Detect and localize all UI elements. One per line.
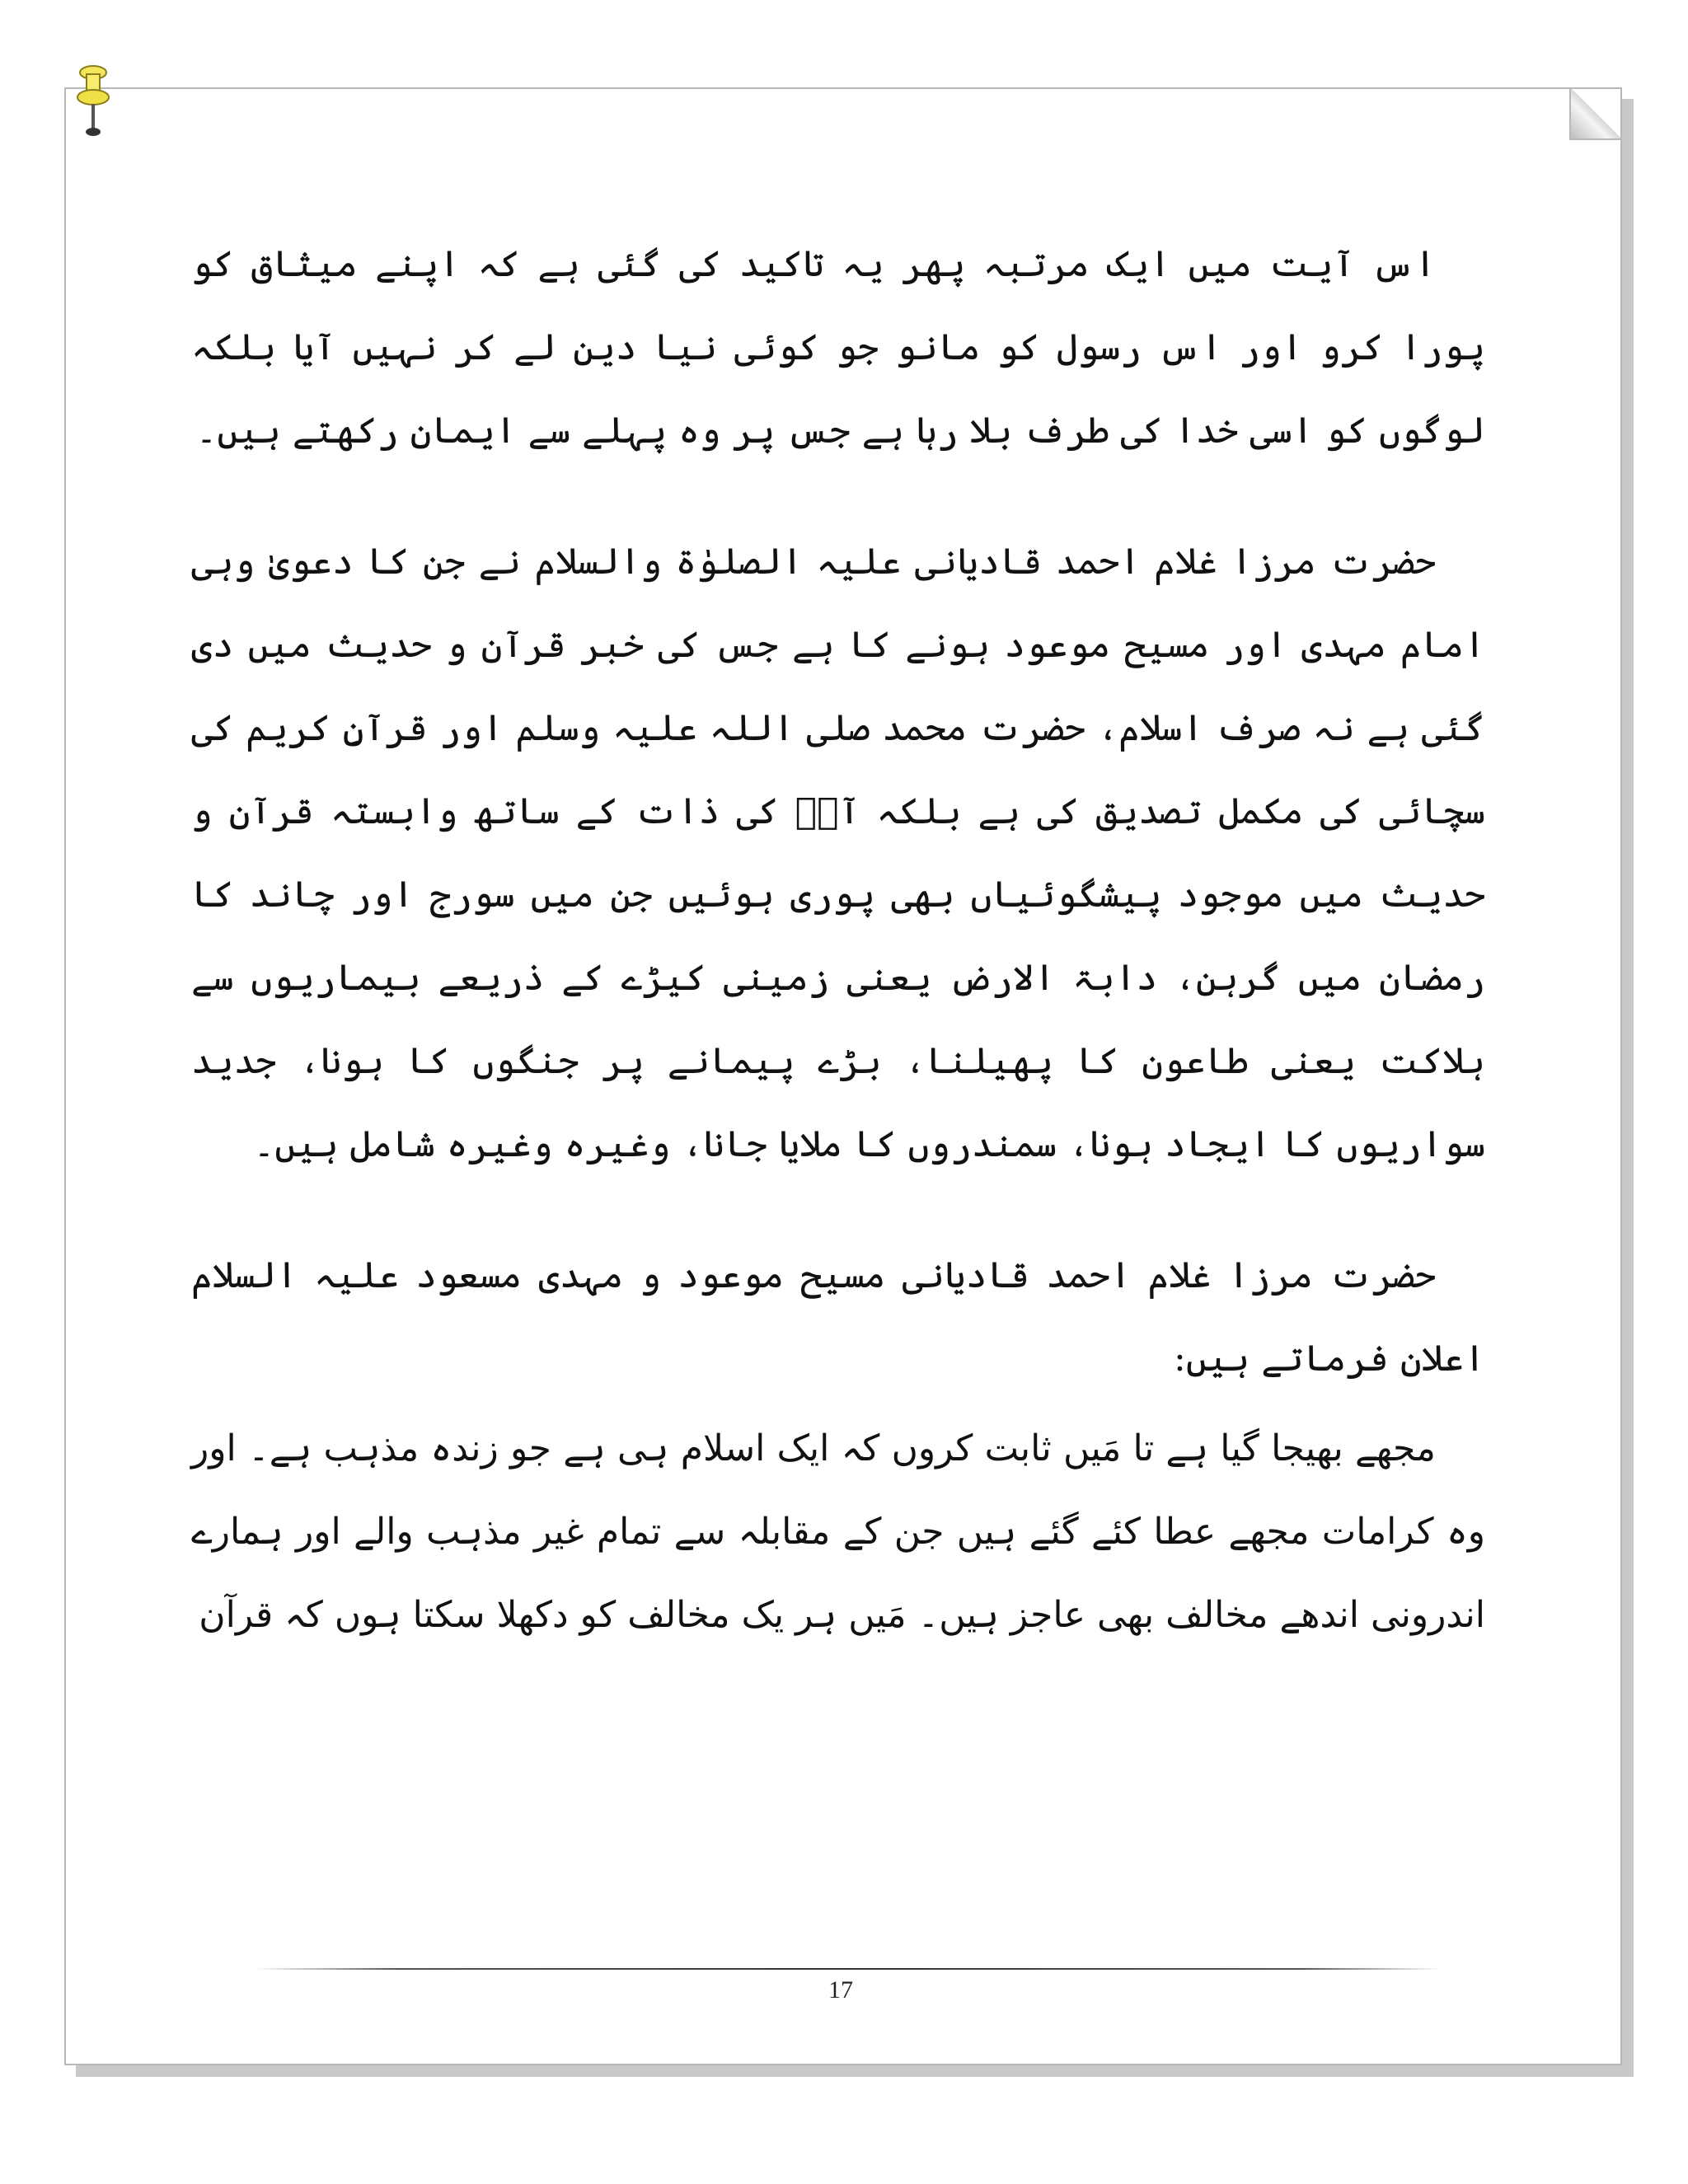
push-pin-icon <box>77 64 110 143</box>
paragraph-1: اس آیت میں ایک مرتبہ پھر یہ تاکید کی گئی ہے کہ اپنے میثاق کو پورا کرو اور اس رسول کو مانو جو کوئی نیا دین لے کر نہیں آیا بلکہ لوگوں کو اسی خدا کی طرف بلا رہا ہے جس پر وہ پہلے سے ایمان رکھتے ہیں۔ <box>191 243 1485 452</box>
paragraph-2: حضرت مرزا غلام احمد قادیانی علیہ الصلوٰۃ والسلام نے جن کا دعویٰ وہی امام مہدی اور مسیح موعود ہونے کا ہے جس کی خبر قرآن و حدیث میں دی گئی ہے نہ صرف اسلام، حضرت محمد صلی اللہ علیہ وسلم اور قرآنِ کریم کی سچائی کی مکمل تصدیق کی ہے بلکہ آپؑ کی ذات کے ساتھ وابستہ قرآن و حدیث میں موجود پیشگوئیاں بھی پوری ہوئیں جن میں سورج اور چاند کا رمضان میں گرہن، دابۃ الارض یعنی زمینی کیڑے کے ذریعے بیماریوں سے ہلاکت یعنی طاعون کا پھیلنا، بڑے پیمانے پر جنگوں کا ہونا، جدید سواریوں کا ایجاد ہونا، سمندروں کا ملایا جانا، وغیرہ وغیرہ شامل ہیں۔ <box>191 541 1485 1165</box>
paragraph-4: مجھے بھیجا گیا ہے تا مَیں ثابت کروں کہ ایک اسلام ہی ہے جو زندہ مذہب ہے۔ اور وہ کرامات مجھے عطا کئے گئے ہیں جن کے مقابلہ سے تمام غیر مذہب والے اور ہمارے اندرونی اندھے مخالف بھی عاجز ہیں۔ مَیں ہر یک مخالف کو دکھلا سکتا ہوں کہ قرآن <box>191 1427 1485 1636</box>
page-number: 17 <box>828 1976 853 2004</box>
document-body <box>191 223 1485 1704</box>
page-curl <box>1569 89 1620 140</box>
footer-divider <box>256 1968 1442 1970</box>
paragraph-3: حضرت مرزا غلام احمد قادیانی مسیح موعود و مہدی مسعود علیہ السلام اعلان فرماتے ہیں: <box>191 1254 1485 1380</box>
